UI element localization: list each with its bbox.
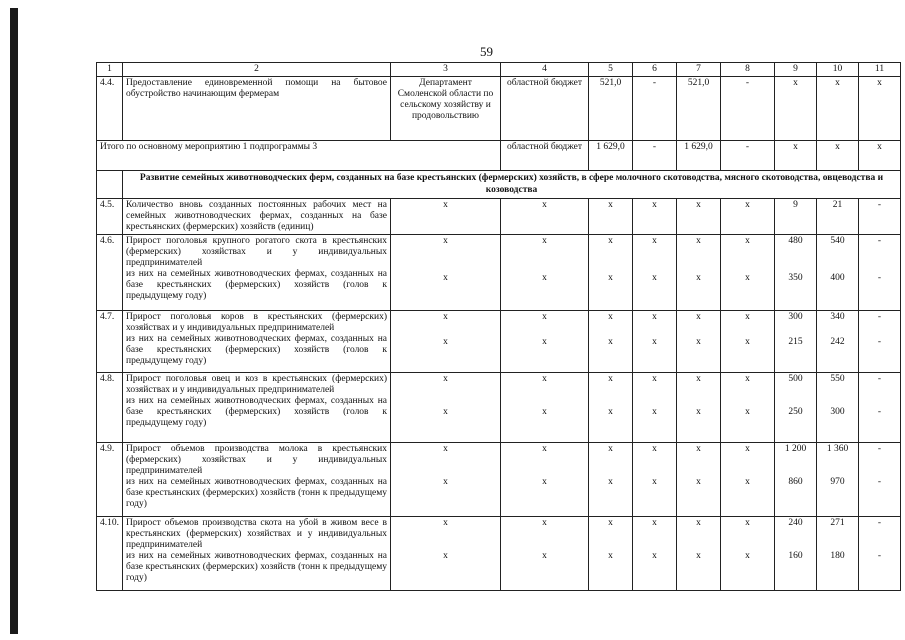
cell-pair [721,235,775,311]
cell: x [608,236,613,246]
cell-pair [501,235,589,311]
cell: x [775,141,817,171]
cell-pair [391,311,501,373]
cell: x [608,273,613,283]
cell-pair [633,443,677,517]
cell: 1 200 [784,444,807,454]
row-description-main: Прирост объемов производства молока в крестьянских (фермерских) хозяйствах и у индивидуальных предпринимателей [126,444,387,476]
cell: x [696,444,701,454]
cell: 300 [830,407,845,417]
row-funding-source: областной бюджет [501,77,589,141]
row-description-main: Прирост поголовья овец и коз в крестьянских (фермерских) хозяйствах и у индивидуальных предпринимателей [126,374,387,395]
cell-pair [775,443,817,517]
cell: 250 [788,407,803,417]
cell-pair [589,517,633,591]
table-row-4-4 [97,77,901,141]
col-header: 6 [633,63,677,77]
row-number: 4.10. [97,517,123,591]
cell: 521,0 [677,77,721,141]
cell: x [696,477,701,487]
cell-pair [775,311,817,373]
section-title: Развитие семейных животноводческих ферм, созданных на базе крестьянских (фермерских) хозяйств, в сфере молочного скотоводства, мясного скотоводства, овцеводства и козоводства [123,171,901,199]
col-header: 5 [589,63,633,77]
total-label: Итого по основному мероприятию 1 подпрограммы 3 [97,141,501,171]
cell: 500 [788,374,803,384]
cell: x [542,337,547,347]
cell: 271 [830,518,845,528]
table-row-4-9 [97,443,901,517]
cell: x [745,551,750,561]
cell: x [443,273,448,283]
cell-pair [589,311,633,373]
cell-pair [391,373,501,443]
cell: x [542,312,547,322]
col-header: 1 [97,63,123,77]
cell: x [745,337,750,347]
cell: 215 [788,337,803,347]
cell: x [443,477,448,487]
row-description [123,235,391,311]
cell: x [501,199,589,235]
cell: x [608,551,613,561]
cell: - [721,77,775,141]
cell-pair [775,517,817,591]
cell-pair [677,517,721,591]
cell-pair [677,443,721,517]
cell: x [443,518,448,528]
cell: x [652,444,657,454]
cell: x [652,518,657,528]
cell: x [745,312,750,322]
cell: 350 [788,273,803,283]
cell-pair [817,235,859,311]
cell: - [877,312,882,322]
cell: 240 [788,518,803,528]
cell: - [877,407,882,417]
total-row [97,141,901,171]
empty-cell [97,171,123,199]
cell-pair [817,311,859,373]
cell: - [877,518,882,528]
cell: x [696,374,701,384]
table-row-4-8 [97,373,901,443]
cell: x [817,77,859,141]
cell: x [652,477,657,487]
col-header: 7 [677,63,721,77]
cell: x [443,444,448,454]
cell: x [745,236,750,246]
row-description-sub: из них на семейных животноводческих фермах, созданных на базе крестьянских (фермерских) хозяйств (голов к предыдущему году) [126,334,387,366]
cell: x [696,273,701,283]
cell-pair [859,443,901,517]
page-number: 59 [480,44,493,59]
table-row-4-6 [97,235,901,311]
cell: 21 [817,199,859,235]
cell-pair [633,517,677,591]
cell: 550 [830,374,845,384]
cell: x [608,407,613,417]
cell: 180 [830,551,845,561]
row-executor: Департамент Смоленской области по сельскому хозяйству и продовольствию [391,77,501,141]
cell: x [745,407,750,417]
cell: x [652,312,657,322]
cell: x [652,374,657,384]
cell-pair [677,373,721,443]
cell-pair [501,311,589,373]
cell: x [652,273,657,283]
cell-pair [589,443,633,517]
cell: x [859,141,901,171]
cell: x [745,273,750,283]
cell: x [608,337,613,347]
cell-pair [501,373,589,443]
cell-pair [633,235,677,311]
row-description-main: Прирост объемов производства скота на убой в живом весе в крестьянских (фермерских) хозяйствах и у индивидуальных предпринимателей [126,518,387,550]
row-description-main: Прирост поголовья крупного рогатого скота в крестьянских (фермерских) хозяйствах и у индивидуальных предпринимателей [126,236,387,268]
cell: 160 [788,551,803,561]
col-header: 8 [721,63,775,77]
cell-pair [817,373,859,443]
cell: x [542,551,547,561]
cell-pair [721,311,775,373]
cell: - [633,77,677,141]
row-description: Количество вновь созданных постоянных рабочих мест на семейных животноводческих фермах, созданных на базе крестьянских (фермерских) хозяйств (единиц) [123,199,391,235]
cell: x [652,407,657,417]
cell: x [542,407,547,417]
row-description-sub: из них на семейных животноводческих фермах, созданных на базе крестьянских (фермерских) хозяйств (голов к предыдущему году) [126,269,387,301]
cell-pair [633,311,677,373]
cell: x [443,551,448,561]
row-description [123,443,391,517]
cell: x [859,77,901,141]
row-description-main: Прирост поголовья коров в крестьянских (фермерских) хозяйствах и у индивидуальных предпринимателей [126,312,387,333]
cell: x [589,199,633,235]
col-header: 4 [501,63,589,77]
cell: x [542,477,547,487]
row-funding-source: областной бюджет [501,141,589,171]
cell: x [633,199,677,235]
cell: 340 [830,312,845,322]
cell: x [696,236,701,246]
cell: - [877,477,882,487]
cell: x [443,407,448,417]
cell: 540 [830,236,845,246]
cell: x [677,199,721,235]
col-header: 2 [123,63,391,77]
cell: x [775,77,817,141]
cell: x [745,444,750,454]
table-row-4-7 [97,311,901,373]
cell: x [696,518,701,528]
cell: x [696,407,701,417]
cell: x [652,236,657,246]
cell: x [817,141,859,171]
cell: 480 [788,236,803,246]
cell-pair [501,443,589,517]
row-number: 4.5. [97,199,123,235]
column-number-row [97,63,901,77]
cell: x [443,374,448,384]
cell: x [696,312,701,322]
cell-pair [817,517,859,591]
row-number: 4.7. [97,311,123,373]
cell: - [859,199,901,235]
cell: x [745,518,750,528]
cell: x [745,374,750,384]
cell: x [443,236,448,246]
cell: x [696,337,701,347]
cell: 1 629,0 [589,141,633,171]
cell: 970 [830,477,845,487]
cell-pair [859,235,901,311]
table-row-4-5 [97,199,901,235]
row-description-sub: из них на семейных животноводческих фермах, созданных на базе крестьянских (фермерских) хозяйств (голов к предыдущему году) [126,396,387,428]
program-table [96,62,901,591]
cell-pair [589,235,633,311]
cell: x [608,518,613,528]
row-number: 4.6. [97,235,123,311]
cell: x [696,551,701,561]
cell: x [542,374,547,384]
section-header-row [97,171,901,199]
cell-pair [775,373,817,443]
row-description: Предоставление единовременной помощи на бытовое обустройство начинающим фермерам [123,77,391,141]
cell: 1 629,0 [677,141,721,171]
cell-pair [721,443,775,517]
cell: - [877,551,882,561]
cell: x [745,477,750,487]
cell: 1 360 [826,444,849,454]
table-row-4-10 [97,517,901,591]
cell: x [542,518,547,528]
cell: - [877,374,882,384]
cell: 300 [788,312,803,322]
cell: x [608,312,613,322]
cell: x [608,477,613,487]
cell-pair [677,311,721,373]
row-description-sub: из них на семейных животноводческих фермах, созданных на базе крестьянских (фермерских) хозяйств (тонн к предыдущему году) [126,551,387,583]
cell: - [721,141,775,171]
cell: 521,0 [589,77,633,141]
row-description [123,311,391,373]
cell-pair [677,235,721,311]
cell: - [877,444,882,454]
cell-pair [859,517,901,591]
cell-pair [391,235,501,311]
cell: x [652,551,657,561]
cell: x [608,374,613,384]
cell-pair [391,517,501,591]
cell: 400 [830,273,845,283]
cell: 860 [788,477,803,487]
col-header: 11 [859,63,901,77]
cell: x [542,273,547,283]
cell: x [542,236,547,246]
row-description [123,517,391,591]
row-number: 4.9. [97,443,123,517]
cell: x [443,337,448,347]
cell-pair [633,373,677,443]
cell: x [608,444,613,454]
cell: - [877,273,882,283]
cell-pair [721,373,775,443]
scan-edge-bar [10,8,18,634]
cell: 242 [830,337,845,347]
row-number: 4.4. [97,77,123,141]
cell: x [542,444,547,454]
cell: - [633,141,677,171]
cell-pair [501,517,589,591]
row-description-sub: из них на семейных животноводческих фермах, созданных на базе крестьянских (фермерских) хозяйств (тонн к предыдущему году) [126,477,387,509]
cell-pair [859,373,901,443]
cell: x [391,199,501,235]
cell-pair [391,443,501,517]
cell-pair [721,517,775,591]
row-description [123,373,391,443]
col-header: 9 [775,63,817,77]
row-number: 4.8. [97,373,123,443]
cell-pair [589,373,633,443]
cell: - [877,236,882,246]
cell-pair [775,235,817,311]
cell: x [652,337,657,347]
cell-pair [817,443,859,517]
cell: x [443,312,448,322]
col-header: 10 [817,63,859,77]
cell: 9 [775,199,817,235]
cell-pair [859,311,901,373]
cell: - [877,337,882,347]
cell: x [721,199,775,235]
col-header: 3 [391,63,501,77]
